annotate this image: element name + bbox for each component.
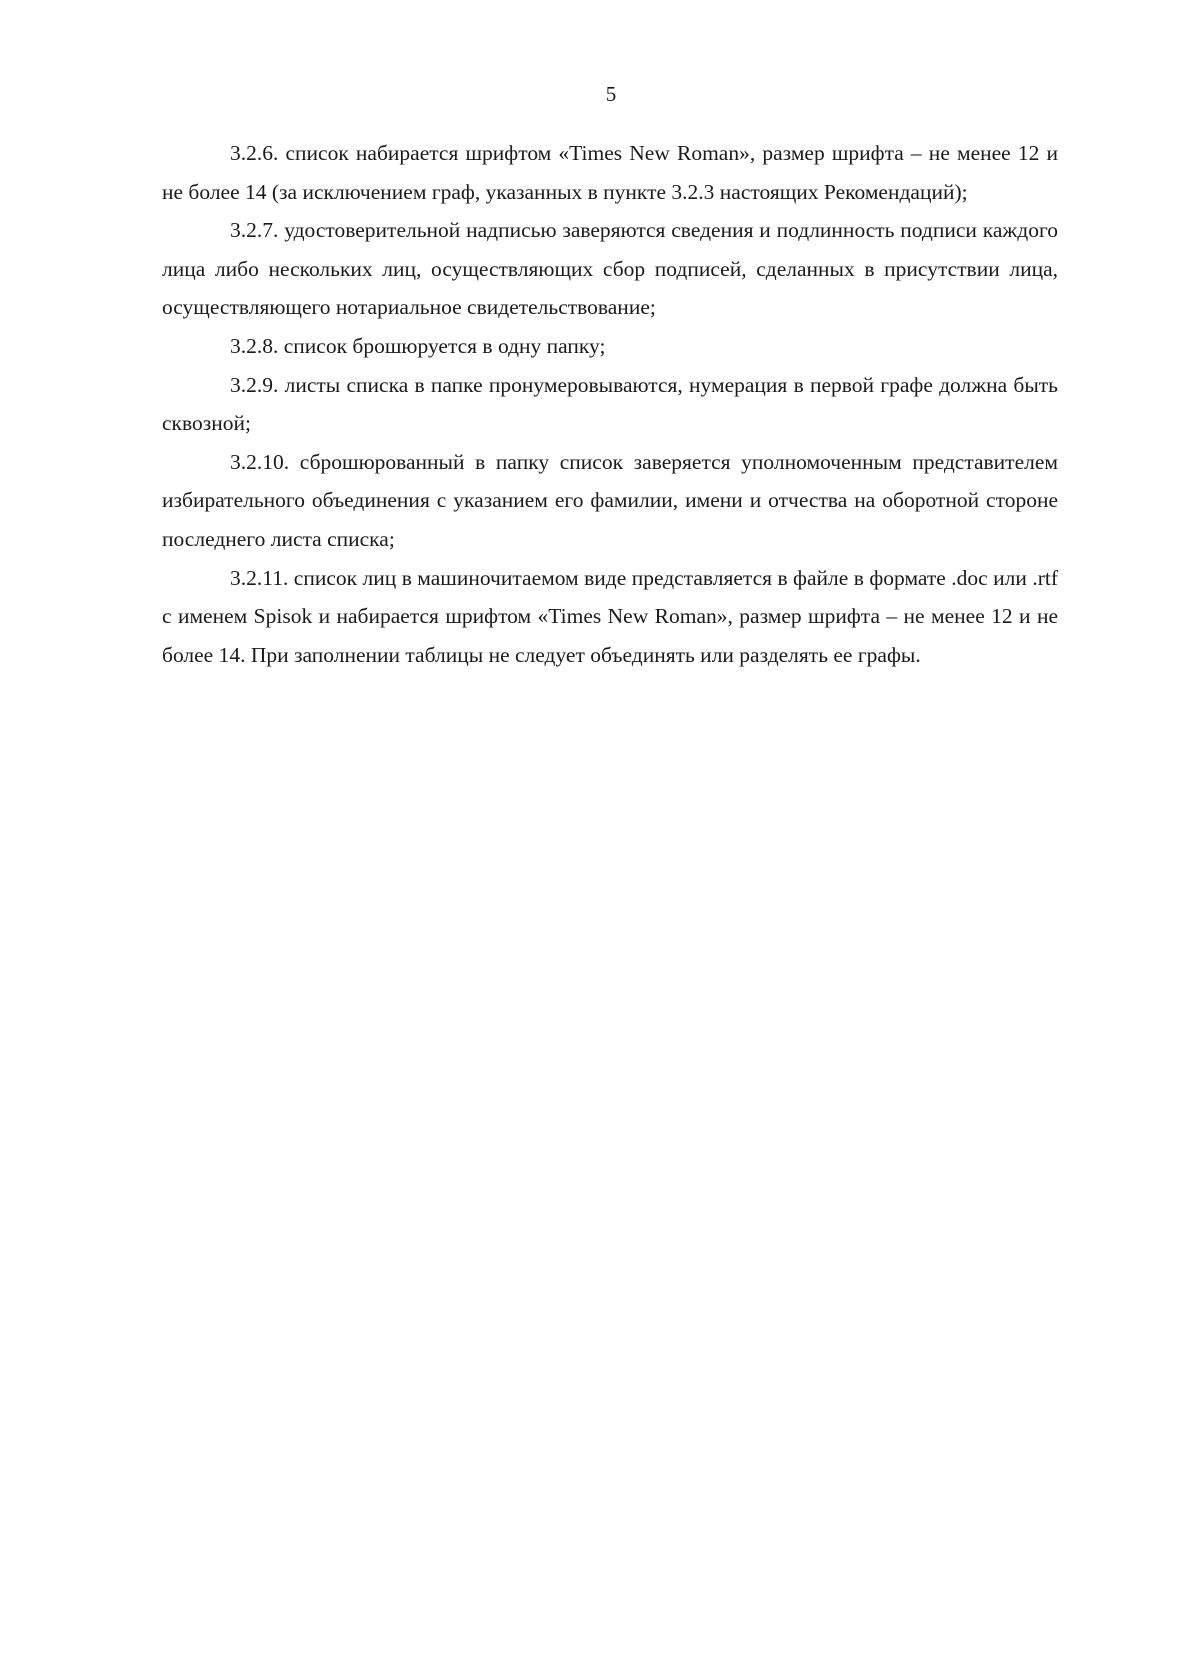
page-number: 5 bbox=[605, 82, 617, 106]
paragraph-3-2-8: 3.2.8. список брошюруется в одну папку; bbox=[230, 333, 606, 358]
paragraph-3-2-10: 3.2.10. сброшюрованный в папку список заверяется уполномоченным представителем избирательного объединения с указанием его фамилии, имени и отчества на оборотной стороне последнего листа списка; bbox=[162, 449, 1058, 551]
paragraph-3-2-11: 3.2.11. список лиц в машиночитаемом виде представляется в файле в формате .doc или .rtf с именем Spisok и набирается шрифтом «Times New Roman», размер шрифта – не менее 12 и не более 14. При заполнении таблицы не следует объединять или разделять ее графы. bbox=[162, 565, 1058, 667]
paragraph-3-2-7: 3.2.7. удостоверительной надписью заверяются сведения и подлинность подписи каждого лица либо нескольких лиц, осуществляющих сбор подписей, сделанных в присутствии лица, осуществляющего нотариальное свидетельствование; bbox=[162, 218, 1058, 320]
paragraph-3-2-6: 3.2.6. список набирается шрифтом «Times New Roman», размер шрифта – не менее 12 и не более 14 (за исключением граф, указанных в пункте 3.2.3 настоящих Рекомендаций); bbox=[162, 141, 1058, 204]
paragraph-3-2-9: 3.2.9. листы списка в папке пронумеровываются, нумерация в первой графе должна быть сквозной; bbox=[162, 372, 1058, 436]
document-body bbox=[162, 134, 1058, 674]
